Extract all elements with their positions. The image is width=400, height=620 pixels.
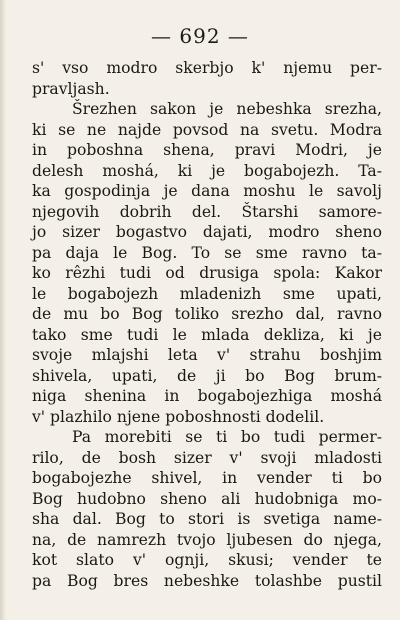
body-text (32, 58, 382, 591)
text-line-4: ki se ne najde povsod na svetu. Modra (32, 120, 382, 139)
text-line-20: rilo, de bosh sizer v' svoji mladosti (32, 448, 382, 467)
text-line-10: pa daja le Bog. To se sme ravno ta- (32, 243, 382, 262)
text-line-17: niga shenina in bogabojezhiga moshá (32, 387, 382, 405)
page-number: — 692 — (151, 24, 249, 48)
text-line-3: Šrezhen sakon je nebeshka srezha, (72, 100, 382, 118)
text-line-21: bogabojezhe shivel, in vender ti bo (32, 469, 382, 487)
text-line-8: njegovih dobrih del. Štarshi samore- (32, 202, 382, 221)
text-line-16: shivela, upati, de ji bo Bog brum- (32, 366, 382, 385)
text-line-12: le bogabojezh mladenizh sme upati, (32, 284, 382, 303)
page-edge-shadow (0, 0, 6, 620)
text-line-1: s' vso modro skerbjo k' njemu per- (32, 59, 382, 77)
text-line-5: in poboshna shena, pravi Modri, je (32, 141, 382, 159)
text-line-11: ko rêzhi tudi od drusiga spola: Kakor (32, 264, 382, 282)
text-line-19: Pa morebiti se ti bo tudi permer- (72, 428, 382, 446)
text-line-23: sha dal. Bog to stori is svetiga name- (32, 510, 382, 528)
text-line-2: pravljash. (32, 79, 110, 98)
text-line-13: de mu bo Bog toliko srezho dal, ravno (32, 305, 382, 323)
text-line-26: pa Bog bres nebeshke tolashbe pustil (32, 571, 382, 590)
text-line-6: delesh moshá, ki je bogabojezh. Ta- (32, 161, 382, 180)
text-line-24: na, de namrezh tvojo ljubesen do njega, (32, 530, 382, 549)
text-line-9: jo sizer bogastvo dajati, modro sheno (32, 223, 382, 241)
text-line-7: ka gospodinja je dana moshu le savolj (32, 182, 382, 200)
text-line-25: kot slato v' ognji, skusi; vender te (32, 551, 382, 569)
text-line-14: tako sme tudi le mlada dekliza, ki je (32, 325, 382, 344)
text-line-18: v' plazhilo njene poboshnosti dodelil. (32, 407, 325, 426)
text-line-15: svoje mlajshi leta v' strahu boshjim (32, 346, 382, 364)
text-line-22: Bog hudobno sheno ali hudobniga mo- (32, 489, 382, 508)
